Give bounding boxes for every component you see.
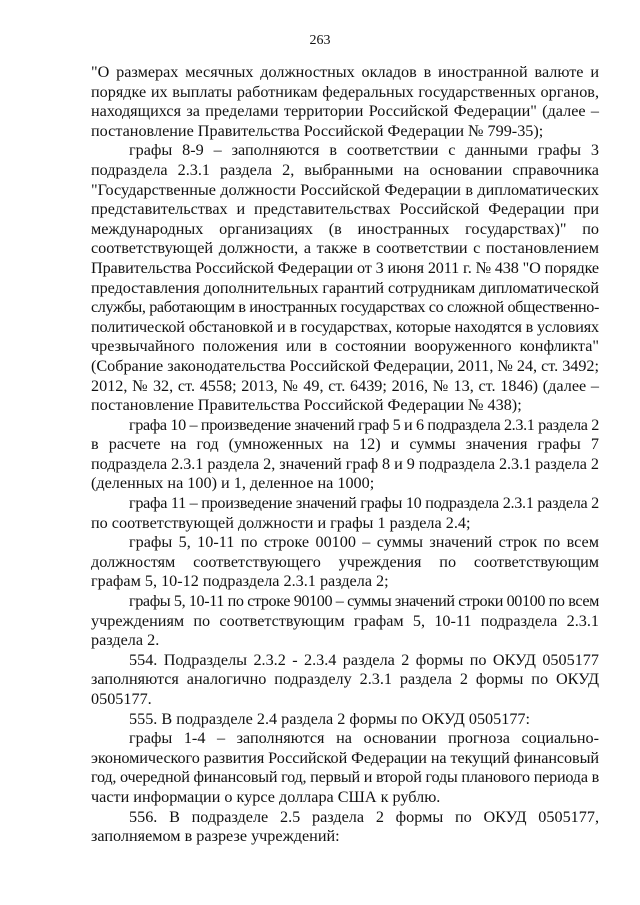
page-number: 263 [309, 33, 331, 48]
text-line: графам 5, 10-12 подраздела 2.3.1 раздела 2; [91, 572, 389, 591]
text-line: части информации о курсе доллара США к рублю. [91, 787, 441, 806]
text-line: "Государственные должности Российской Федерации в дипломатических [91, 180, 599, 199]
text-line: службы, работающим в иностранных государствах со сложной общественно- [91, 298, 599, 317]
text-line: (деленных на 100) и 1, деленное на 1000; [91, 474, 375, 493]
text-line: 0505177. [91, 690, 152, 708]
text-line: постановление Правительства Российской Федерации № 438); [91, 396, 522, 415]
text-line: раздела 2. [91, 631, 160, 650]
text-line: графа 11 – произведение значений графы 10 подраздела 2.3.1 раздела 2 [129, 494, 599, 513]
text-line: по соответствующей должности и графы 1 раздела 2.4; [91, 513, 471, 532]
text-line: постановление Правительства Российской Федерации № 799-35); [91, 121, 544, 140]
text-line: находящихся за пределами территории Российской Федерации" (далее – [91, 102, 599, 121]
text-line: 556. В подразделе 2.5 раздела 2 формы по ОКУД 0505177, [129, 807, 599, 826]
text-line: учреждениям по соответствующим графам 5, 10-11 подраздела 2.3.1 [91, 611, 599, 630]
text-line: 554. Подразделы 2.3.2 - 2.3.4 раздела 2 формы по ОКУД 0505177 [129, 650, 599, 669]
text-line: политической обстановкой и в государствах, которые находятся в условиях [91, 317, 599, 336]
document-body [91, 63, 599, 847]
text-line: год, очередной финансовый год, первый и второй годы планового периода в [91, 768, 600, 787]
text-line: Правительства Российской Федерации от 3 июня 2011 г. № 438 "О порядке [91, 258, 599, 277]
text-line: порядке их выплаты работникам федеральных государственных органов, [91, 82, 599, 101]
text-line: чрезвычайного положения или в состоянии вооруженного конфликта" [91, 337, 599, 356]
text-line: 2012, № 32, ст. 4558; 2013, № 49, ст. 6439; 2016, № 13, ст. 1846) (далее – [91, 376, 599, 395]
text-line: графа 10 – произведение значений граф 5 и 6 подраздела 2.3.1 раздела 2 [129, 415, 599, 434]
text-line: 555. В подразделе 2.4 раздела 2 формы по ОКУД 0505177: [129, 709, 531, 728]
text-line: графы 5, 10-11 по строке 90100 – суммы значений строки 00100 по всем [129, 592, 599, 611]
text-line: подраздела 2.3.1 раздела 2, выбранными на основании справочника [91, 160, 599, 179]
text-line: соответствующей должности, а также в соответствии с постановлением [91, 239, 599, 258]
text-line: "О размерах месячных должностных окладов в иностранной валюте и [91, 63, 599, 81]
text-line: международных организациях (в иностранных государствах)" по [91, 219, 599, 238]
text-line: представительствах и представительствах Российской Федерации при [91, 200, 599, 219]
text-line: подраздела 2.3.1 раздела 2, значений граф 8 и 9 подраздела 2.3.1 раздела 2 [91, 454, 599, 473]
text-line: должностям соответствующего учреждения по соответствующим [91, 552, 599, 571]
text-line: предоставления дополнительных гарантий сотрудникам дипломатической [91, 278, 599, 297]
text-line: заполняемом в разрезе учреждений: [91, 827, 340, 846]
text-line: заполняются аналогично подразделу 2.3.1 раздела 2 формы по ОКУД [91, 670, 599, 689]
text-line: экономического развития Российской Федерации на текущий финансовый [91, 748, 599, 767]
text-line: графы 8-9 – заполняются в соответствии с данными графы 3 [129, 141, 599, 160]
text-line: графы 5, 10-11 по строке 00100 – суммы значений строк по всем [129, 533, 599, 552]
text-line: в расчете на год (умноженных на 12) и суммы значения графы 7 [91, 435, 599, 454]
text-line: (Собрание законодательства Российской Федерации, 2011, № 24, ст. 3492; [91, 356, 599, 375]
text-line: графы 1-4 – заполняются на основании прогноза социально- [129, 729, 599, 748]
